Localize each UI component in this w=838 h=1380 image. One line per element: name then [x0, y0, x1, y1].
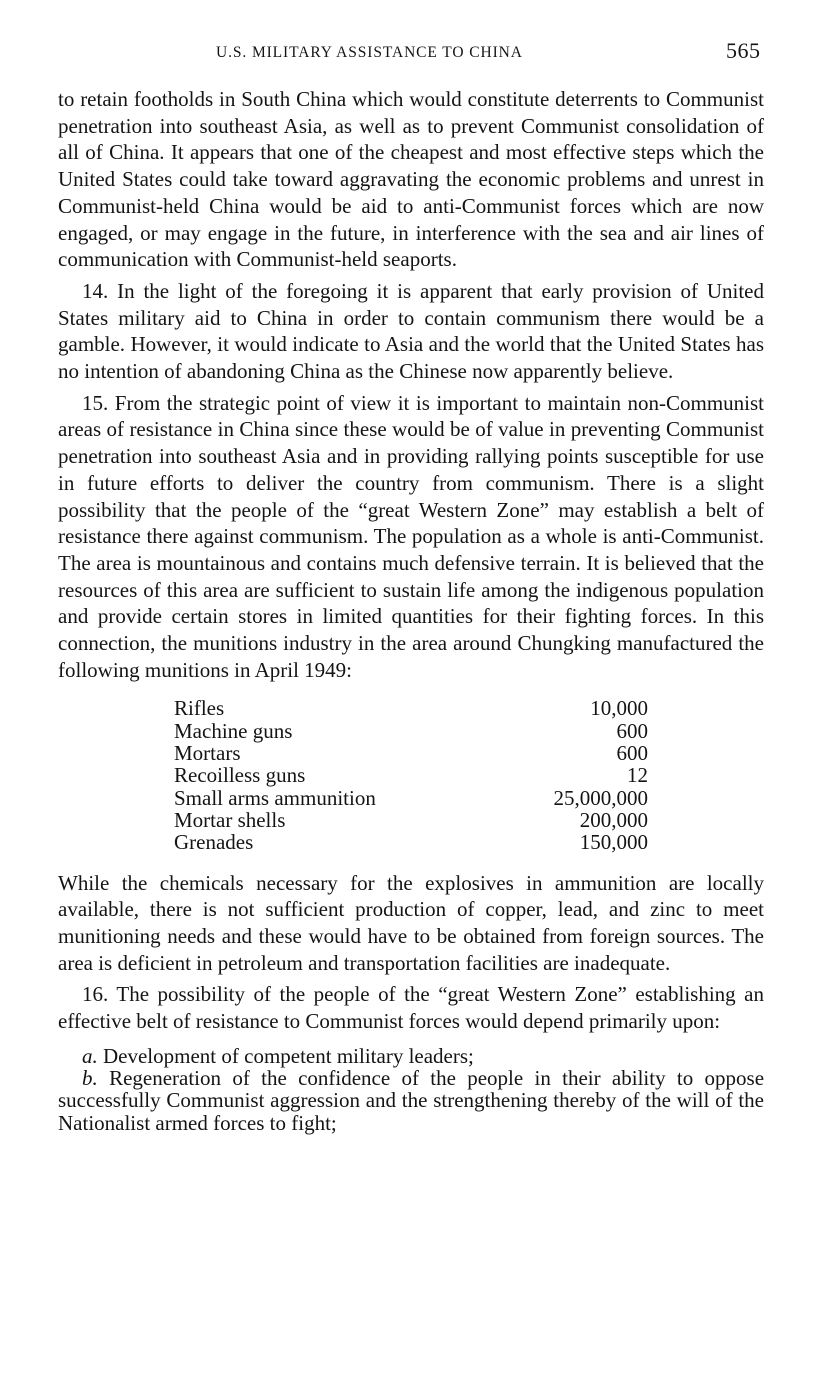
table-row — [174, 764, 648, 786]
munition-quantity: 12 — [627, 763, 648, 788]
table-row — [174, 787, 648, 809]
munition-quantity: 10,000 — [590, 696, 648, 721]
lettered-list — [58, 1045, 764, 1134]
munition-quantity: 600 — [616, 718, 648, 743]
munition-item: Mortars — [174, 741, 241, 766]
munition-quantity: 25,000,000 — [553, 785, 648, 810]
munition-item: Small arms ammunition — [174, 785, 376, 810]
paragraph-15: 15. From the strategic point of view it is important to maintain non-Communist areas of resistance in China since these would be of value in preventing Communist penetration into southeast Asia and in providing rallying points susceptible for use in future efforts to deliver the country from communism. There is a slight possibility that the people of the “great Western Zone” may establish a belt of resistance there against communism. The population as a whole is anti-Communist. The area is mountainous and contains much defensive terrain. It is believed that the resources of this area are sufficient to sustain life among the indigenous population and provide certain stores in limited quantities for their fighting forces. In this connection, the munitions industry in the area around Chungking manufactured the following munitions in April 1949: — [58, 390, 764, 682]
list-item — [58, 1067, 764, 1134]
paragraph-16: 16. The possibility of the people of the “great Western Zone” establishing an effective belt of resistance to Communist forces would depend primarily upon: — [58, 982, 764, 1034]
paragraph-14: 14. In the light of the foregoing it is apparent that early provision of United States military aid to China in order to contain communism there would be a gamble. However, it would indicate to Asia and the world that the United States has no intention of abandoning China as the Chinese now apparently believe. — [58, 278, 764, 384]
munitions-table — [174, 697, 648, 853]
body-text — [58, 86, 764, 1134]
running-title: U.S. MILITARY ASSISTANCE TO CHINA — [216, 44, 523, 61]
table-row — [174, 720, 648, 742]
page-header — [0, 36, 838, 68]
munition-quantity: 200,000 — [579, 807, 648, 832]
list-item-text: Regeneration of the confidence of the people in their ability to oppose successfully Communist aggression and the strengthening thereby of the will of the Nationalist armed forces to fight; — [58, 1066, 765, 1135]
list-item-text: Development of competent military leaders; — [103, 1043, 474, 1068]
munition-item: Rifles — [174, 696, 225, 721]
table-row — [174, 742, 648, 764]
table-row — [174, 809, 648, 831]
list-item-letter: b. — [82, 1066, 98, 1091]
paragraph-continued: to retain footholds in South China which would constitute deterrents to Communist penetration into southeast Asia, as well as to prevent Communist consolidation of all of China. It appears that one of the cheapest and most effective steps which the United States could take toward aggravating the economic problems and unrest in Communist-held China would be aid to anti-Communist forces which are now engaged, or may engage in the future, in interference with the sea and air lines of communication with Communist-held seaports. — [58, 87, 764, 272]
munition-item: Recoilless guns — [174, 763, 306, 788]
munition-quantity: 150,000 — [579, 830, 648, 855]
page-number: 565 — [726, 38, 761, 63]
munition-item: Grenades — [174, 830, 254, 855]
table-row — [174, 697, 648, 719]
paragraph-after-table: While the chemicals necessary for the explosives in ammunition are locally available, there is not sufficient production of copper, lead, and zinc to meet munitioning needs and these would have to be obtained from foreign sources. The area is deficient in petroleum and transportation facilities are inadequate. — [58, 870, 764, 975]
munition-quantity: 600 — [616, 741, 648, 766]
list-item — [58, 1045, 764, 1067]
munition-item: Mortar shells — [174, 807, 286, 832]
munition-item: Machine guns — [174, 718, 293, 743]
table-row — [174, 831, 648, 853]
list-item-letter: a. — [82, 1043, 98, 1068]
